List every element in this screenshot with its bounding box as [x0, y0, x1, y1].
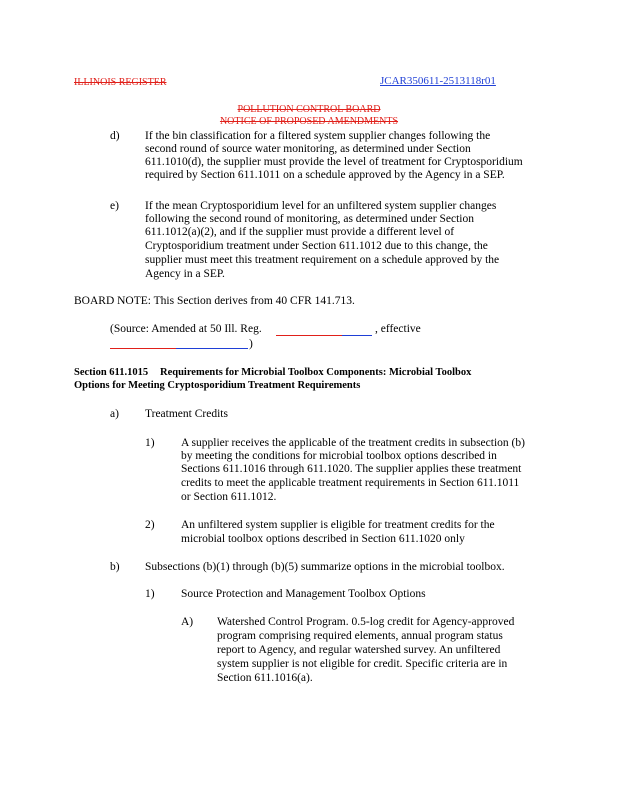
item-b1A-line: report to Agency, and regular watershed survey. An unfiltered: [217, 644, 501, 656]
source-blank-red: [276, 335, 342, 336]
para-d-label: d): [110, 130, 120, 142]
item-b1A-line: Watershed Control Program. 0.5-log credit for Agency-approved: [217, 616, 515, 628]
item-b1A-line: Section 611.1016(a).: [217, 672, 313, 684]
source-blank-blue: [342, 335, 372, 336]
para-d-line: 611.1010(d), the supplier must provide the level of treatment for Cryptosporidium: [145, 156, 523, 168]
source-effective: , effective: [375, 323, 421, 335]
item-b1A-line: system supplier is not eligible for credit. Specific criteria are in: [217, 658, 508, 670]
item-b1-label: 1): [145, 588, 155, 600]
para-e-line: Agency in a SEP.: [145, 268, 225, 280]
item-a2-line: An unfiltered system supplier is eligible for treatment credits for the: [181, 519, 495, 531]
source-prefix: (Source: Amended at 50 Ill. Reg.: [110, 323, 262, 335]
para-e-line: following the second round of monitoring, as determined under Section: [145, 213, 474, 225]
item-a1-line: by meeting the conditions for microbial toolbox options described in: [181, 450, 497, 462]
item-a1-line: credits to meet the applicable treatment requirements in Section 611.1011: [181, 477, 520, 489]
para-d-line: If the bin classification for a filtered system supplier changes following the: [145, 130, 491, 142]
para-e-label: e): [110, 200, 119, 212]
section-title: Options for Meeting Cryptosporidium Treatment Requirements: [74, 380, 361, 391]
para-e-line: supplier must meet this treatment requirement on a schedule approved by the: [145, 254, 500, 266]
subsection-b-label: b): [110, 561, 120, 573]
item-b1A-line: program comprising required elements, annual program status: [217, 630, 503, 642]
para-d-line: required by Section 611.1011 on a schedule approved by the Agency in a SEP.: [145, 169, 505, 181]
jcar-code: JCAR350611-2513118r01: [380, 75, 496, 87]
item-a1-line: or Section 611.1012.: [181, 491, 277, 503]
item-b1-title: Source Protection and Management Toolbox Options: [181, 588, 426, 600]
para-e-line: 611.1012(a)(2), and if the supplier must provide a different level of: [145, 226, 455, 238]
item-a2-line: microbial toolbox options described in Section 611.1020 only: [181, 533, 465, 545]
effective-blank-blue: [176, 348, 248, 349]
section-number: Section 611.1015: [74, 367, 149, 378]
para-e-line: If the mean Cryptosporidium level for an unfiltered system supplier changes: [145, 200, 497, 212]
item-a1-line: Sections 611.1016 through 611.1020. The supplier applies these treatment: [181, 463, 522, 475]
item-a1-label: 1): [145, 437, 155, 449]
source-close: ): [249, 338, 253, 350]
item-b1A-label: A): [181, 616, 194, 628]
effective-blank-red: [110, 348, 176, 349]
item-a1-line: A supplier receives the applicable of the treatment credits in subsection (b): [181, 437, 525, 449]
board-note: BOARD NOTE: This Section derives from 40 CFR 141.713.: [74, 295, 355, 307]
para-d-line: second round of source water monitoring, as determined under Section: [145, 143, 471, 155]
notice-title: NOTICE OF PROPOSED AMENDMENTS: [219, 116, 399, 127]
register-name: ILLINOIS REGISTER: [74, 77, 167, 88]
para-e-line: Cryptosporidium treatment under Section 611.1012 due to this change, the: [145, 240, 488, 252]
board-name: POLLUTION CONTROL BOARD: [237, 104, 381, 115]
subsection-a-title: Treatment Credits: [145, 408, 228, 420]
subsection-b-text: Subsections (b)(1) through (b)(5) summarize options in the microbial toolbox.: [145, 561, 505, 573]
subsection-a-label: a): [110, 408, 119, 420]
item-a2-label: 2): [145, 519, 155, 531]
section-title: Requirements for Microbial Toolbox Components: Microbial Toolbox: [160, 367, 472, 378]
